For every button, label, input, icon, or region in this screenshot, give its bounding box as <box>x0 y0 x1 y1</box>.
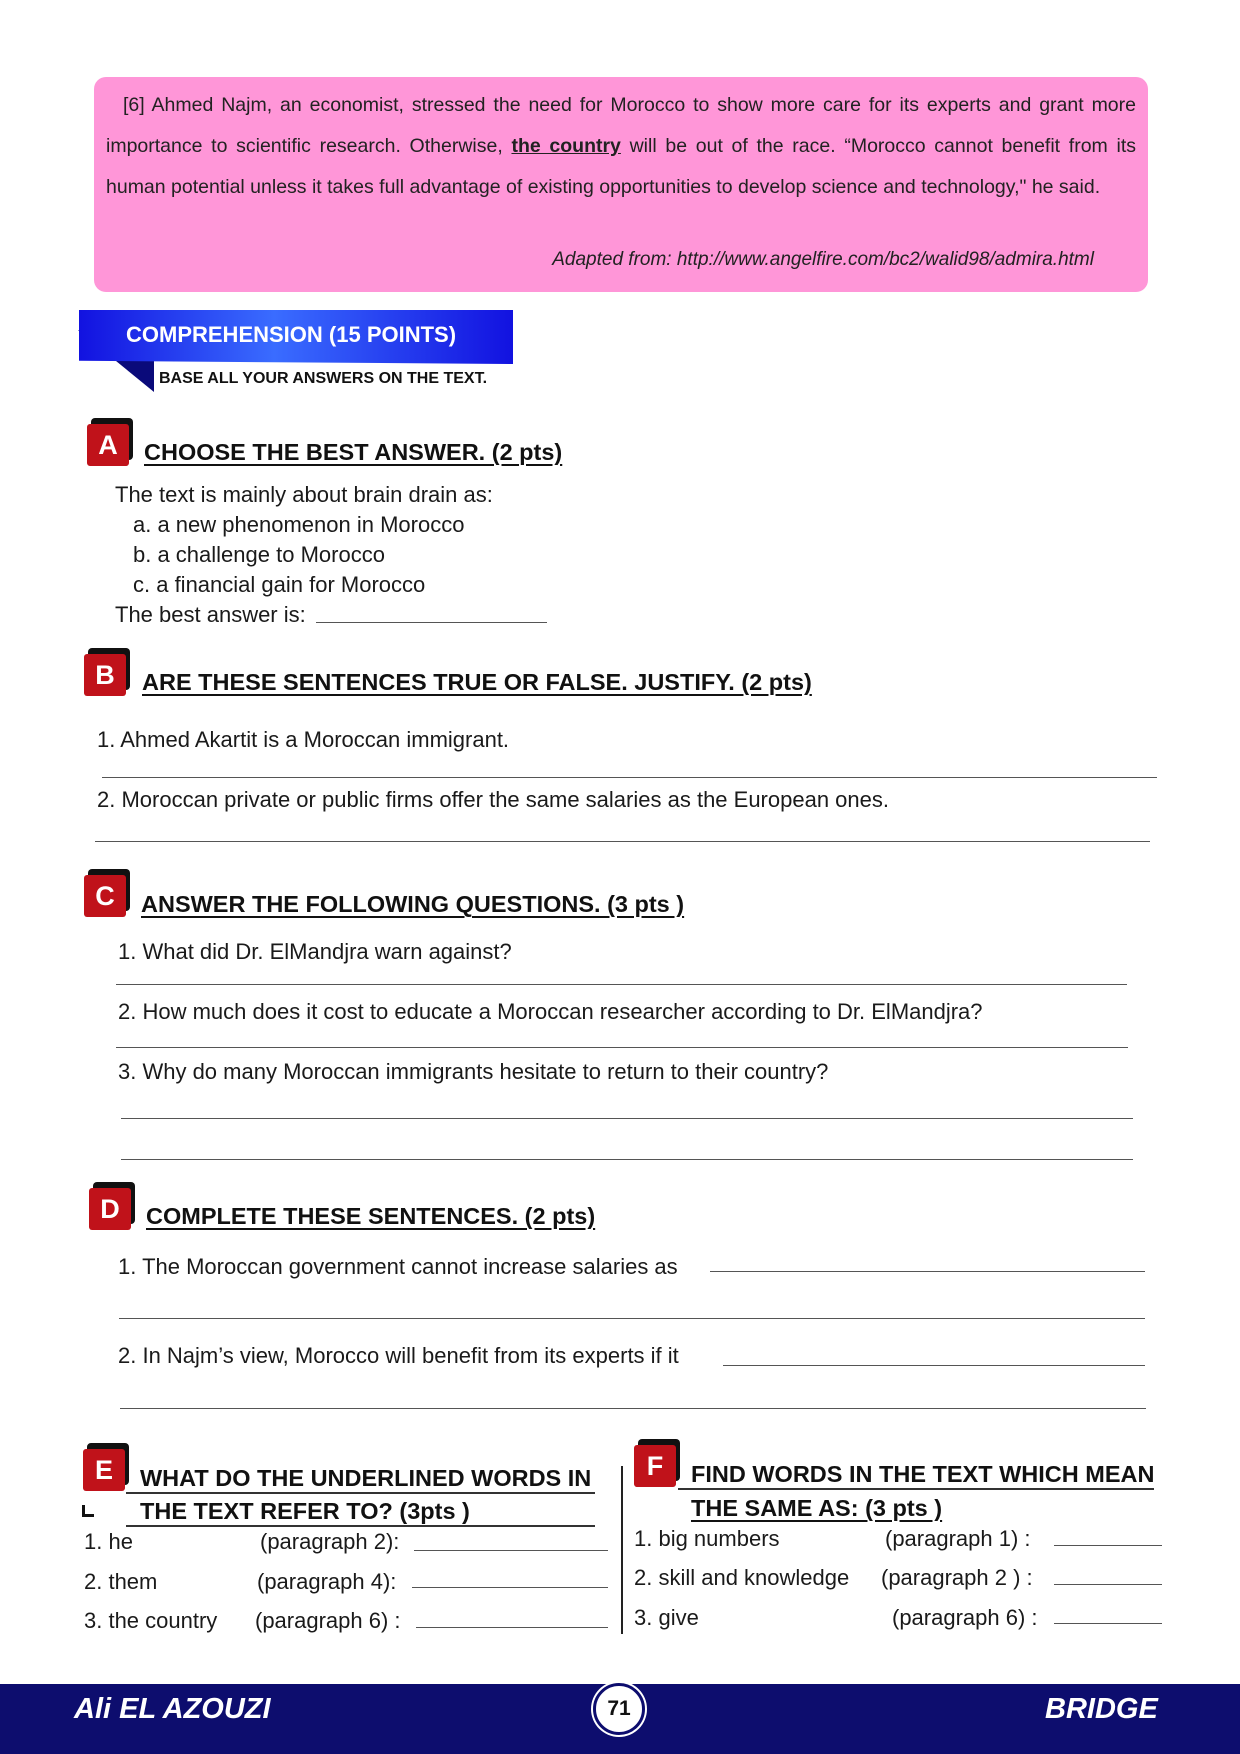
page-number: 71 <box>593 1683 645 1735</box>
section-d-answer-line-2b[interactable] <box>120 1408 1146 1409</box>
comprehension-subtitle: BASE ALL YOUR ANSWERS ON THE TEXT. <box>159 370 488 387</box>
section-b-answer-line-1[interactable] <box>102 777 1157 778</box>
section-b-item-2: 2. Moroccan private or public firms offer the same salaries as the European ones. <box>97 787 889 812</box>
section-a-answer-label: The best answer is: <box>115 602 306 627</box>
section-e-word-1: 1. he <box>84 1529 133 1554</box>
section-d-answer-line-1b[interactable] <box>119 1318 1145 1319</box>
section-d-badge: D <box>89 1186 135 1232</box>
section-f-answer-line-1[interactable] <box>1054 1545 1162 1546</box>
section-a-answer-line[interactable] <box>316 622 547 623</box>
section-f-word-1: 1. big numbers <box>634 1526 780 1551</box>
section-a-option-a: a. a new phenomenon in Morocco <box>133 512 465 537</box>
section-c-title: ANSWER THE FOLLOWING QUESTIONS. (3 pts ) <box>141 891 685 917</box>
section-f-title-line1: FIND WORDS IN THE TEXT WHICH MEAN <box>691 1461 1155 1487</box>
passage-box <box>94 77 1148 292</box>
section-e-title-line1: WHAT DO THE UNDERLINED WORDS IN <box>140 1465 592 1491</box>
section-c-item-2: 2. How much does it cost to educate a Moroccan researcher according to Dr. ElMandjra? <box>118 999 983 1024</box>
corner-bracket-icon <box>82 1505 94 1517</box>
section-f-word-2: 2. skill and knowledge <box>634 1565 850 1590</box>
section-e-badge: E <box>83 1447 129 1493</box>
passage-text-start: [6] Ahmed Najm, an economist, stressed the need for Morocco to show more care for its experts and grant more importance to scientific research. Otherwise, <box>106 94 1136 157</box>
section-a-title: CHOOSE THE BEST ANSWER. (2 pts) <box>144 439 563 465</box>
section-e-word-3: 3. the country <box>84 1608 218 1633</box>
section-c-answer-line-2[interactable] <box>116 1047 1128 1048</box>
section-c-item-1: 1. What did Dr. ElMandjra warn against? <box>118 939 512 964</box>
section-e-title-underline-1 <box>126 1492 595 1494</box>
section-f-ref-3: (paragraph 6) : <box>892 1605 1038 1630</box>
section-d-item-2: 2. In Najm’s view, Morocco will benefit from its experts if it <box>118 1343 679 1368</box>
section-a-stem: The text is mainly about brain drain as: <box>115 482 493 507</box>
section-e-ref-2: (paragraph 4): <box>257 1569 397 1594</box>
section-c-answer-line-3[interactable] <box>121 1118 1133 1119</box>
footer-book-title: BRIDGE <box>1045 1693 1158 1725</box>
section-e-answer-line-3[interactable] <box>416 1627 608 1628</box>
section-e-title-underline-2 <box>126 1525 595 1527</box>
comprehension-title: COMPREHENSION (15 POINTS) <box>126 322 457 347</box>
section-b-answer-line-2[interactable] <box>95 841 1150 842</box>
section-a-badge: A <box>87 422 133 468</box>
footer-author: Ali EL AZOUZI <box>74 1693 271 1725</box>
section-f-answer-line-3[interactable] <box>1054 1623 1162 1624</box>
section-e-answer-line-1[interactable] <box>414 1550 608 1551</box>
underlined-word: the country <box>511 135 621 157</box>
section-f-answer-line-2[interactable] <box>1054 1584 1162 1585</box>
section-e-word-2: 2. them <box>84 1569 158 1594</box>
section-c-item-3: 3. Why do many Moroccan immigrants hesitate to return to their country? <box>118 1059 829 1084</box>
section-f-badge: F <box>634 1443 680 1489</box>
section-a-option-b: b. a challenge to Morocco <box>133 542 385 567</box>
passage-text-end: will be out of the race. “Morocco cannot benefit from its human potential unless it takes full advantage of existing opportunities to develop science and technology," he said. <box>106 135 1136 198</box>
section-e-ref-3: (paragraph 6) : <box>255 1608 401 1633</box>
section-b-item-1: 1. Ahmed Akartit is a Moroccan immigrant. <box>97 727 510 752</box>
section-c-answer-line-1[interactable] <box>116 984 1127 985</box>
passage-source: Adapted from: http://www.angelfire.com/bc2/walid98/admira.html <box>552 249 1094 270</box>
section-b-title: ARE THESE SENTENCES TRUE OR FALSE. JUSTIFY. (2 pts) <box>142 669 812 695</box>
section-f-ref-2: (paragraph 2 ) : <box>881 1565 1033 1590</box>
section-c-answer-line-4[interactable] <box>121 1159 1133 1160</box>
section-b-badge: B <box>84 652 130 698</box>
passage-paragraph <box>106 85 1136 208</box>
section-f-title-line2: THE SAME AS: (3 pts ) <box>691 1495 943 1521</box>
section-f-title-underline-1 <box>678 1488 1154 1490</box>
section-d-title: COMPLETE THESE SENTENCES. (2 pts) <box>146 1203 596 1229</box>
section-f-word-3: 3. give <box>634 1605 699 1630</box>
section-a-option-c: c. a financial gain for Morocco <box>133 572 426 597</box>
column-divider <box>621 1466 623 1634</box>
section-e-title-line2: THE TEXT REFER TO? (3pts ) <box>140 1498 470 1524</box>
section-e-ref-1: (paragraph 2): <box>260 1529 400 1554</box>
section-c-badge: C <box>84 873 130 919</box>
section-d-answer-line-2[interactable] <box>723 1365 1145 1366</box>
section-e-answer-line-2[interactable] <box>412 1587 608 1588</box>
section-d-item-1: 1. The Moroccan government cannot increase salaries as <box>118 1254 678 1279</box>
section-d-answer-line-1[interactable] <box>710 1271 1145 1272</box>
section-f-ref-1: (paragraph 1) : <box>885 1526 1031 1551</box>
